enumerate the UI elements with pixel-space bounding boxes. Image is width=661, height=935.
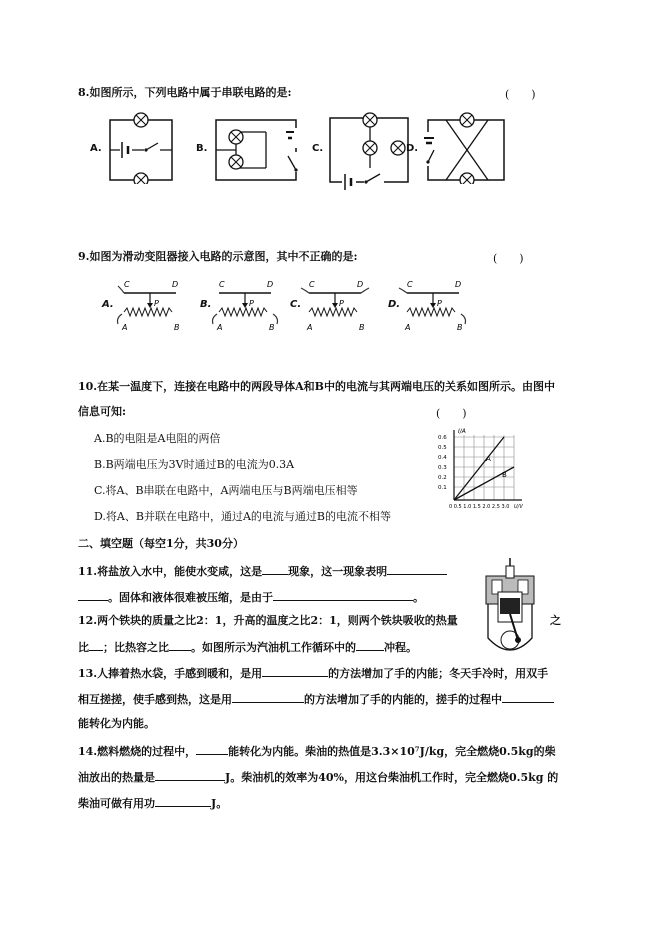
q8-option-d-label: D. xyxy=(406,143,419,154)
q11-text-2: 现象，这一现象表明 xyxy=(288,565,388,578)
svg-text:B: B xyxy=(457,323,463,332)
svg-text:A: A xyxy=(122,323,128,332)
q8-circuit-a xyxy=(100,112,180,184)
q14-text-2: 能转化为内能。柴油的热值是3.3×10⁷J/kg，完全燃烧0.5kg的柴 xyxy=(228,745,556,758)
svg-text:D: D xyxy=(455,280,462,289)
q12-text-6: 冲程。 xyxy=(384,641,417,654)
graph-ytick-3: 0.3 xyxy=(438,465,447,471)
q8-stem: 8.如图所示，下列电路中属于串联电路的是: xyxy=(78,86,292,99)
q14-line2 xyxy=(78,769,558,785)
svg-text:B: B xyxy=(359,323,365,332)
svg-text:B: B xyxy=(174,323,180,332)
q12-text-2: 之 xyxy=(550,614,561,627)
q14-text-3: 油放出的热量是 xyxy=(78,771,155,784)
q14-line1 xyxy=(78,743,556,759)
svg-text:B: B xyxy=(269,323,275,332)
q11-line2 xyxy=(78,589,424,605)
q8-circuit-b xyxy=(206,112,301,184)
q12-text-4: ；比热容之比 xyxy=(103,641,169,654)
graph-ytick-4: 0.2 xyxy=(438,475,447,481)
q13-text-5: 能转化为内能。 xyxy=(78,717,155,730)
q12-text-1: 12.两个铁块的质量之比2：1，升高的温度之比2：1，则两个铁块吸收的热量 xyxy=(78,614,458,627)
q13-text-3: 相互搓搓，使手感到热，这是用 xyxy=(78,693,232,706)
graph-ylabel: I/A xyxy=(458,428,466,435)
q8-circuit-c xyxy=(322,108,412,190)
q8-option-b-label: B. xyxy=(196,143,208,154)
q10-option-c: C.将A、B串联在电路中，A两端电压与B两端电压相等 xyxy=(94,484,358,497)
q14-text-5: 柴油可做有用功 xyxy=(78,797,155,810)
q11-blank-3[interactable] xyxy=(273,589,413,601)
q11-blank-2[interactable] xyxy=(387,563,447,575)
q13-blank-1[interactable] xyxy=(262,665,328,677)
graph-xlabel: U/V xyxy=(514,504,523,510)
q9-rheostat-a xyxy=(110,278,190,333)
q9-rheostat-c xyxy=(295,278,375,333)
q11-text-1: 11.将盐放入水中，能使水变咸，这是 xyxy=(78,565,263,578)
q10-iu-graph xyxy=(432,425,527,510)
q12-text-3: 比 xyxy=(78,641,89,654)
q13-blank-3[interactable] xyxy=(502,691,554,703)
svg-text:P: P xyxy=(339,299,344,308)
q14-text-6: J。 xyxy=(211,797,228,810)
q13-blank-2[interactable] xyxy=(232,691,304,703)
q14-blank-3[interactable] xyxy=(155,795,211,807)
svg-text:C: C xyxy=(309,280,315,289)
graph-ytick-5: 0.1 xyxy=(438,485,447,491)
graph-line-a-label: A xyxy=(486,455,491,463)
q14-line3 xyxy=(78,795,227,811)
svg-text:P: P xyxy=(437,299,442,308)
q11-text-3: 。固体和液体很难被压缩，是由于 xyxy=(108,591,273,604)
q13-text-1: 13.人捧着热水袋，手感到暖和，是用 xyxy=(78,667,263,680)
q11-blank-1[interactable] xyxy=(262,563,288,575)
q9-option-c-label: C. xyxy=(290,299,302,310)
graph-ytick-1: 0.5 xyxy=(438,445,447,451)
q10-stem-line1: 10.在某一温度下，连接在电路中的两段导体A和B中的电流与其两端电压的关系如图所示。由图中 xyxy=(78,380,555,393)
q12-engine-figure xyxy=(478,558,544,662)
q9-rheostat-d xyxy=(393,278,473,333)
q10-option-a: A.B的电阻是A电阻的两倍 xyxy=(94,432,221,445)
svg-text:P: P xyxy=(249,299,254,308)
q9-rheostat-b xyxy=(205,278,285,333)
q14-text-4: J。柴油机的效率为40%，用这台柴油机工作时，完全燃烧0.5kg 的 xyxy=(225,771,559,784)
q8-answer-paren: ( ) xyxy=(505,88,536,101)
q14-blank-1[interactable] xyxy=(196,743,228,755)
q14-blank-2[interactable] xyxy=(155,769,225,781)
graph-ytick-2: 0.4 xyxy=(438,455,447,461)
terminal-c-label: C xyxy=(124,280,130,289)
q9-stem: 9.如图为滑动变阻器接入电路的示意图，其中不正确的是: xyxy=(78,250,358,263)
q8-option-c-label: C. xyxy=(312,143,324,154)
svg-text:C: C xyxy=(219,280,225,289)
svg-text:D: D xyxy=(357,280,364,289)
q12-blank-1[interactable] xyxy=(89,639,103,651)
q12-blank-3[interactable] xyxy=(356,639,384,651)
svg-text:A: A xyxy=(307,323,313,332)
section2-title: 二、填空题（每空1分，共30分） xyxy=(78,537,244,550)
q13-text-4: 的方法增加了手的内能的，搓手的过程中 xyxy=(304,693,502,706)
q10-stem-line2: 信息可知: xyxy=(78,405,127,418)
q13-text-2: 的方法增加了手的内能；冬天手冷时，用双手 xyxy=(328,667,549,680)
q14-text-1: 14.燃料燃烧的过程中， xyxy=(78,745,197,758)
q10-option-d: D.将A、B并联在电路中，通过A的电流与通过B的电流不相等 xyxy=(94,510,391,523)
q12-line2 xyxy=(78,639,417,655)
svg-text:C: C xyxy=(407,280,413,289)
q9-option-a-label: A. xyxy=(102,299,114,310)
svg-text:A: A xyxy=(405,323,411,332)
svg-text:P: P xyxy=(154,299,159,308)
q9-option-b-label: B. xyxy=(200,299,212,310)
q8-circuit-d xyxy=(418,112,508,184)
q8-option-a-label: A. xyxy=(90,143,102,154)
q12-line1 xyxy=(78,614,458,628)
q10-option-b: B.B两端电压为3V时通过B的电流为0.3A xyxy=(94,458,295,471)
graph-line-b-label: B xyxy=(502,471,507,479)
terminal-d-label: D xyxy=(172,280,179,289)
svg-text:D: D xyxy=(267,280,274,289)
q12-blank-2[interactable] xyxy=(169,639,191,651)
q11-blank-2-cont[interactable] xyxy=(78,589,108,601)
svg-text:A: A xyxy=(217,323,223,332)
q10-answer-paren: ( ) xyxy=(436,407,467,420)
q9-option-d-label: D. xyxy=(388,299,401,310)
q9-answer-paren: ( ) xyxy=(493,252,524,265)
q11-text-4: 。 xyxy=(413,591,424,604)
q12-text-5: 。如图所示为汽油机工作循环中的 xyxy=(191,641,356,654)
graph-ytick-0: 0.6 xyxy=(438,435,447,441)
q13-line1 xyxy=(78,665,548,681)
q11-line1 xyxy=(78,563,447,579)
graph-xticks: 0 0.5 1.0 1.5 2.0 2.5 3.0 xyxy=(449,504,510,510)
q13-line2 xyxy=(78,691,554,707)
